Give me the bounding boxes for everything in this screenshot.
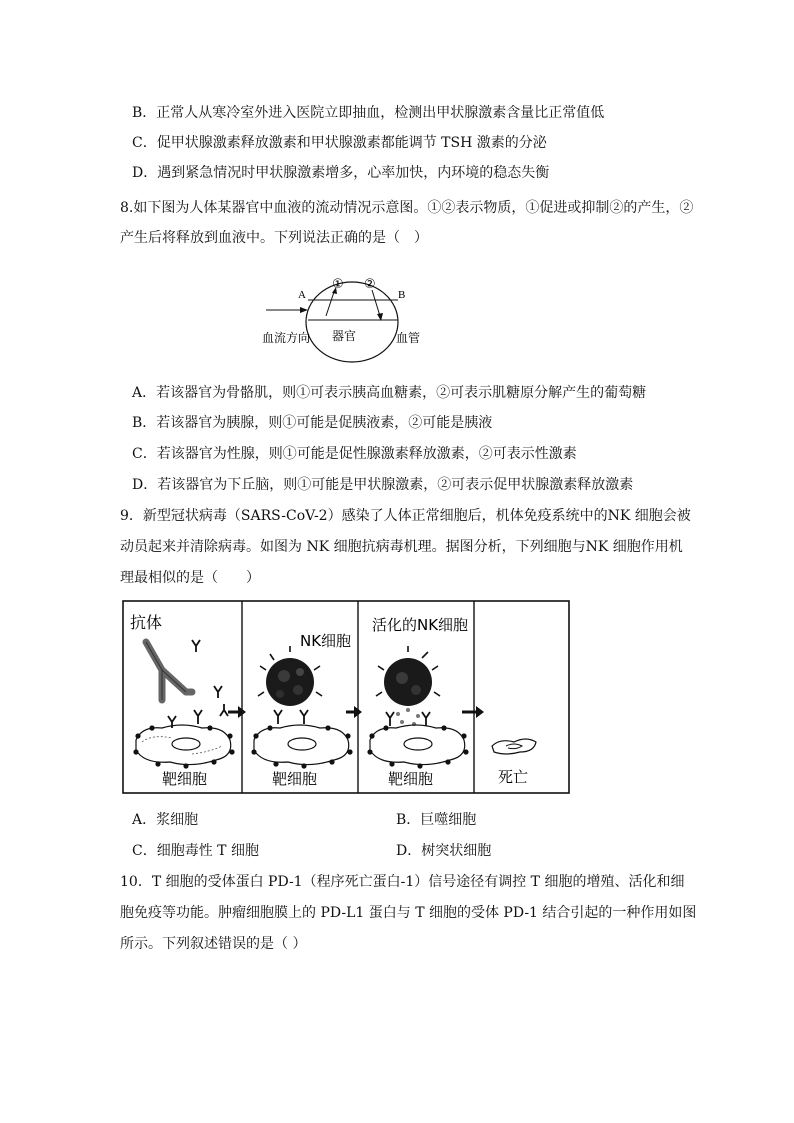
q9-option-d: D．树突状细胞 xyxy=(396,843,492,859)
label-substance-1: ① xyxy=(332,277,344,292)
q8-stem-line2: 产生后将释放到血液中。下列说法正确的是（ ） xyxy=(120,230,428,246)
dead-cell-remnant xyxy=(492,739,536,754)
released-granules xyxy=(396,708,420,726)
label-death: 死亡 xyxy=(498,768,529,786)
bound-antibody-icon xyxy=(386,712,394,726)
panel-3 xyxy=(367,616,468,788)
q9-option-c: C．细胞毒性 T 细胞 xyxy=(132,843,259,859)
panel-2 xyxy=(251,632,352,788)
label-activated-nk-cell: 活化的NK细胞 xyxy=(372,616,469,634)
q7-option-b: B．正常人从寒冷室外进入医院立即抽血，检测出甲状腺激素含量比正常值低 xyxy=(132,105,605,121)
q9-option-b: B．巨噬细胞 xyxy=(396,812,477,828)
target-cell-nucleus xyxy=(288,738,316,750)
label-substance-2: ② xyxy=(364,277,376,292)
label-flow-direction: 血流方向 xyxy=(262,331,311,345)
q9-stem-line2: 动员起来并清除病毒。如图为 NK 细胞抗病毒机理。据图分析，下列细胞与NK 细胞作用机 xyxy=(120,539,683,555)
organ-outline xyxy=(306,282,398,362)
label-organ: 器官 xyxy=(332,329,357,343)
q7-option-c: C．促甲状腺激素释放激素和甲状腺激素都能调节 TSH 激素的分泌 xyxy=(132,135,547,151)
small-antibody-icon xyxy=(214,686,222,698)
target-cell-body xyxy=(136,725,231,765)
target-cell-nucleus xyxy=(404,738,432,750)
blood-flow-diagram xyxy=(256,270,426,374)
label-target-cell-3: 靶细胞 xyxy=(388,770,434,788)
panel-4 xyxy=(492,739,536,786)
q8-option-d: D．若该器官为下丘脑，则①可能是甲状腺激素，②可表示促甲状腺激素释放激素 xyxy=(132,477,634,493)
q8-stem-line1: 8.如下图为人体某器官中血液的流动情况示意图。①②表示物质，①促进或抑制②的产生，② xyxy=(120,200,694,216)
arrow-1-line xyxy=(326,292,334,316)
nk-cell-mechanism-figure xyxy=(122,600,570,794)
bound-antibody-icon xyxy=(194,710,202,724)
label-target-cell-2: 靶细胞 xyxy=(272,770,318,788)
small-antibody-icon xyxy=(192,640,200,652)
panel-1 xyxy=(130,613,235,788)
bound-antibody-icon xyxy=(300,710,308,724)
q10-stem-line3: 所示。下列叙述错误的是（ ） xyxy=(120,936,307,952)
q9-option-a: A．浆细胞 xyxy=(132,812,199,828)
target-cell-body xyxy=(370,725,465,765)
label-target-cell-1: 靶细胞 xyxy=(162,770,208,788)
target-cell-body xyxy=(254,725,349,765)
nk-cell-icon xyxy=(266,658,314,706)
q8-option-b: B．若该器官为胰腺，则①可能是促胰液素，②可能是胰液 xyxy=(132,415,493,431)
activated-nk-cell-icon xyxy=(384,658,432,706)
label-b: B xyxy=(398,289,406,301)
q9-stem-line3: 理最相似的是（ ） xyxy=(120,570,260,586)
q8-option-a: A．若该器官为骨骼肌，则①可表示胰高血糖素，②可表示肌糖原分解产生的葡萄糖 xyxy=(132,385,647,401)
q10-stem-line1: 10．T 细胞的受体蛋白 PD-1（程序死亡蛋白-1）信号途径有调控 T 细胞的增殖、活化和细 xyxy=(120,874,685,890)
bound-antibody-icon xyxy=(422,712,430,726)
label-a: A xyxy=(298,289,306,301)
q10-stem-line2: 胞免疫等功能。肿瘤细胞膜上的 PD-L1 蛋白与 T 细胞的受体 PD-1 结合引起的一种作用如图 xyxy=(120,905,697,921)
label-vessel: 血管 xyxy=(396,331,421,345)
q7-option-d: D．遇到紧急情况时甲状腺激素增多，心率加快，内环境的稳态失衡 xyxy=(132,165,550,181)
label-nk-cell: NK细胞 xyxy=(300,632,352,650)
small-antibody-icon xyxy=(220,704,228,716)
bound-antibody-icon xyxy=(274,710,282,724)
label-antibody: 抗体 xyxy=(130,613,163,632)
arrow-2-line xyxy=(372,290,380,316)
q8-option-c: C．若该器官为性腺，则①可能是促性腺激素释放激素，②可表示性激素 xyxy=(132,446,577,462)
target-cell-nucleus xyxy=(172,738,200,750)
q9-stem-line1: 9．新型冠状病毒（SARS-CoV-2）感染了人体正常细胞后，机体免疫系统中的NK 细胞会被 xyxy=(120,508,691,524)
